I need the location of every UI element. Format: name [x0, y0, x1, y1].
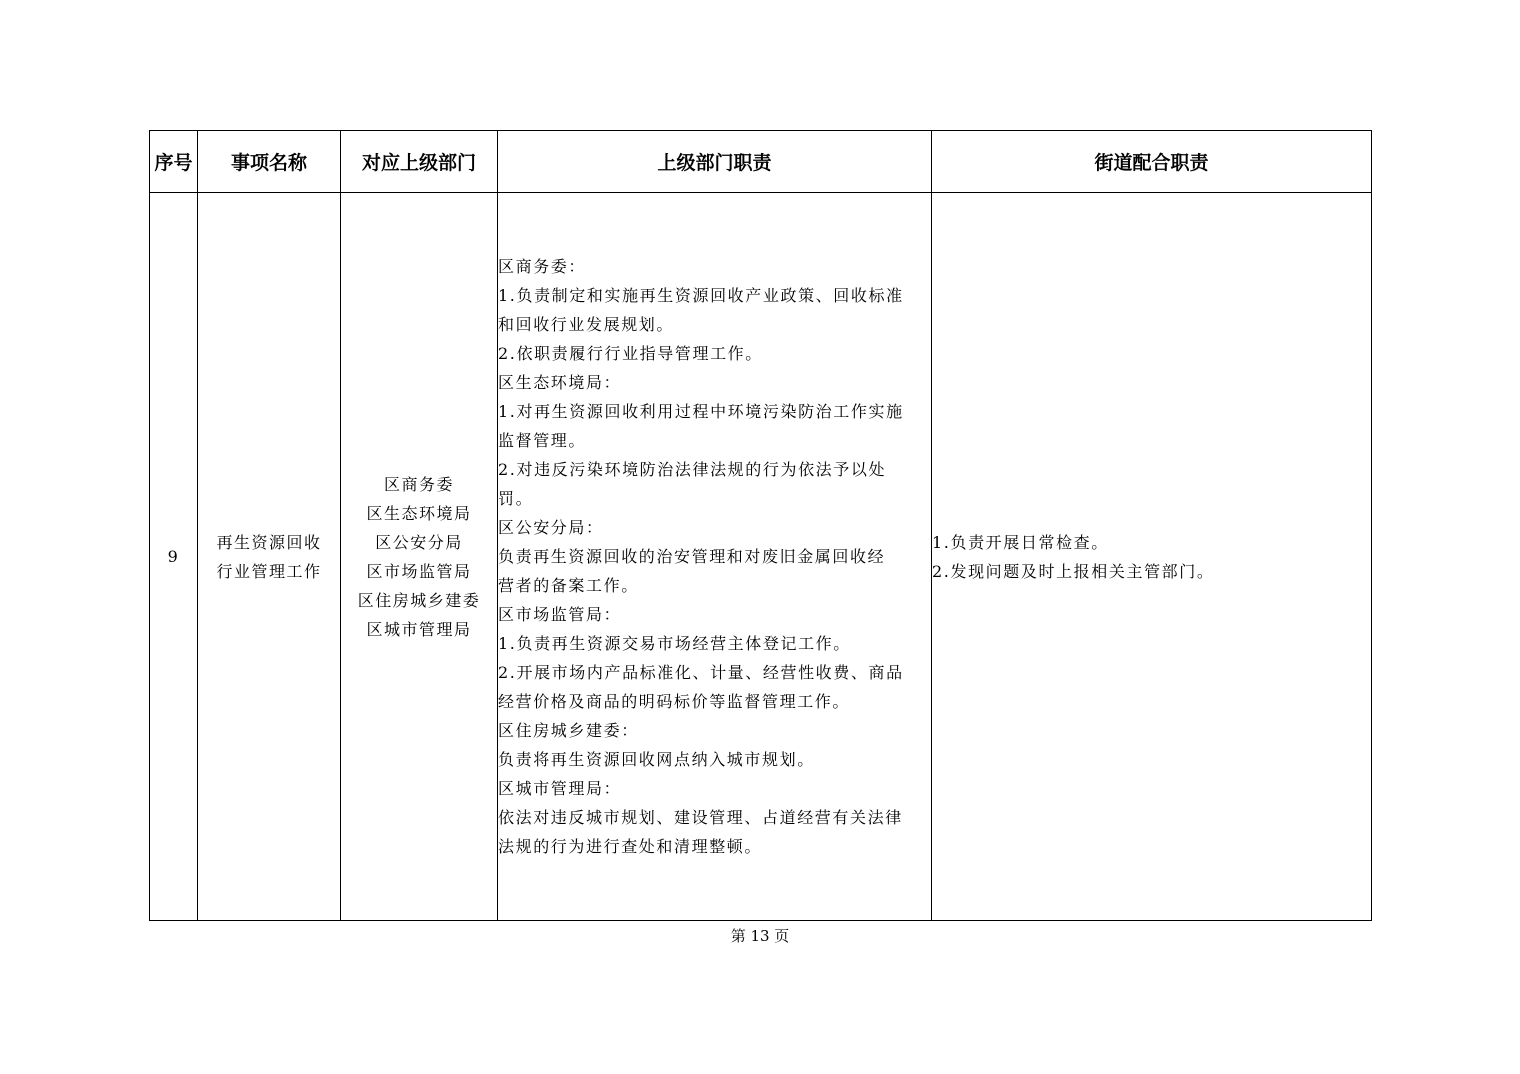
duty-line: 经营价格及商品的明码标价等监督管理工作。 [498, 692, 851, 711]
duty-line: 依法对违反城市规划、建设管理、占道经营有关法律 [498, 808, 903, 827]
street-line: 2.发现问题及时上报相关主管部门。 [932, 561, 1215, 581]
dept-line: 区公安分局 [375, 532, 463, 552]
duty-line: 法规的行为进行查处和清理整顿。 [498, 837, 763, 856]
duty-line: 2.开展市场内产品标准化、计量、经营性收费、商品 [498, 663, 904, 682]
duty-line: 和回收行业发展规划。 [498, 315, 675, 334]
duty-line: 营者的备案工作。 [498, 576, 639, 595]
dept-line: 区商务委 [383, 474, 454, 494]
duty-line: 2.对违反污染环境防治法律法规的行为依法予以处 [498, 460, 887, 479]
duties-table [149, 130, 1372, 921]
header-street: 街道配合职责 [932, 131, 1372, 193]
duty-line: 1.负责制定和实施再生资源回收产业政策、回收标准 [498, 286, 904, 305]
header-row [150, 131, 1372, 193]
duty-line: 罚。 [498, 489, 534, 508]
header-dept: 对应上级部门 [341, 131, 498, 193]
dept-line: 区市场监管局 [366, 561, 472, 581]
seq-cell: 9 [150, 193, 198, 921]
duty-line: 区城市管理局： [498, 779, 622, 798]
duty-line: 2.依职责履行行业指导管理工作。 [498, 344, 763, 363]
table-row [150, 193, 1372, 921]
item-cell [198, 193, 341, 921]
duty-line: 区住房城乡建委： [498, 721, 639, 740]
dept-line: 区住房城乡建委 [357, 590, 481, 610]
duty-line: 区公安分局： [498, 518, 604, 537]
dept-line: 区生态环境局 [366, 503, 472, 523]
item-line: 行业管理工作 [216, 561, 322, 581]
duty-line: 监督管理。 [498, 431, 587, 450]
item-line: 再生资源回收 [216, 532, 322, 552]
duty-line: 区市场监管局： [498, 605, 622, 624]
duty-line: 负责再生资源回收的治安管理和对废旧金属回收经 [498, 547, 886, 566]
duty-line: 1.负责再生资源交易市场经营主体登记工作。 [498, 634, 851, 653]
dept-cell [341, 193, 498, 921]
header-seq: 序号 [150, 131, 198, 193]
duty-line: 1.对再生资源回收利用过程中环境污染防治工作实施 [498, 402, 904, 421]
header-item: 事项名称 [198, 131, 341, 193]
duty-line: 区商务委： [498, 257, 587, 276]
duty-line: 负责将再生资源回收网点纳入城市规划。 [498, 750, 815, 769]
street-line: 1.负责开展日常检查。 [932, 532, 1109, 552]
page-number: 第 13 页 [730, 927, 790, 945]
dept-line: 区城市管理局 [366, 619, 472, 639]
duty-line: 区生态环境局： [498, 373, 622, 392]
header-duty: 上级部门职责 [498, 131, 932, 193]
street-cell [932, 193, 1372, 921]
duty-cell [498, 193, 932, 921]
